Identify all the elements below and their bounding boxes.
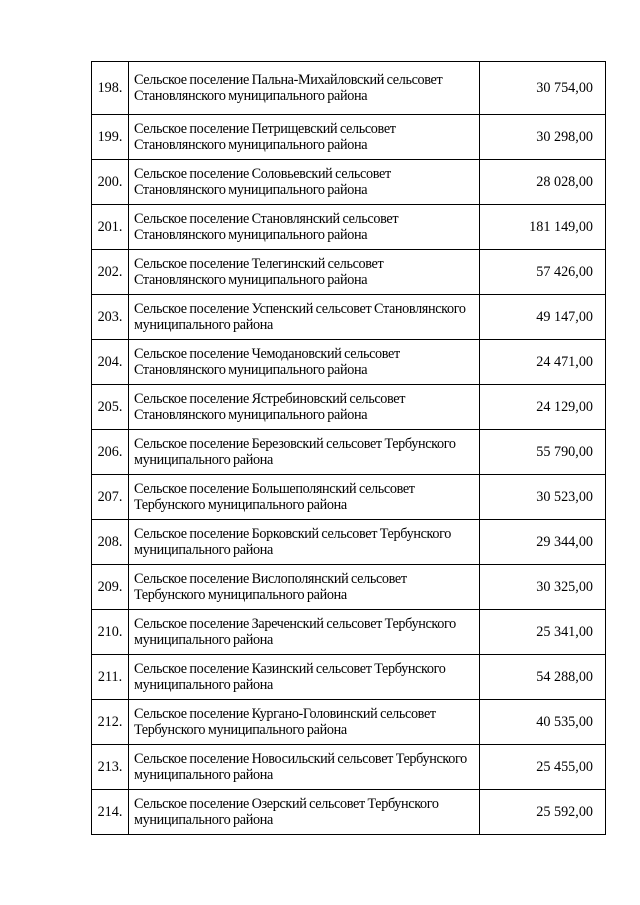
settlement-name-cell: Сельское поселение Петрищевский сельсовет Становлянского муниципального района	[129, 115, 480, 160]
amount-cell: 30 298,00	[480, 115, 606, 160]
table-row	[92, 115, 606, 160]
amount-cell: 24 471,00	[480, 340, 606, 385]
settlement-name-cell: Сельское поселение Березовский сельсовет Тербунского муниципального района	[129, 430, 480, 475]
amount-cell: 57 426,00	[480, 250, 606, 295]
settlement-name-cell: Сельское поселение Соловьевский сельсовет Становлянского муниципального района	[129, 160, 480, 205]
settlement-name-cell: Сельское поселение Пальна-Михайловский сельсовет Становлянского муниципального района	[129, 62, 480, 115]
row-number-cell: 201.	[92, 205, 129, 250]
row-number-cell: 209.	[92, 565, 129, 610]
amount-cell: 30 523,00	[480, 475, 606, 520]
amount-cell: 49 147,00	[480, 295, 606, 340]
row-number-cell: 204.	[92, 340, 129, 385]
amount-cell: 54 288,00	[480, 655, 606, 700]
amount-cell: 30 754,00	[480, 62, 606, 115]
table-row	[92, 565, 606, 610]
settlement-name-cell: Сельское поселение Успенский сельсовет Становлянского муниципального района	[129, 295, 480, 340]
table-row	[92, 385, 606, 430]
amount-cell: 24 129,00	[480, 385, 606, 430]
settlement-name-cell: Сельское поселение Ястребиновский сельсовет Становлянского муниципального района	[129, 385, 480, 430]
table-row	[92, 340, 606, 385]
row-number-cell: 205.	[92, 385, 129, 430]
row-number-cell: 206.	[92, 430, 129, 475]
row-number-cell: 199.	[92, 115, 129, 160]
row-number-cell: 208.	[92, 520, 129, 565]
table-row	[92, 430, 606, 475]
settlement-name-cell: Сельское поселение Озерский сельсовет Тербунского муниципального района	[129, 790, 480, 835]
table-row	[92, 250, 606, 295]
row-number-cell: 200.	[92, 160, 129, 205]
amount-cell: 181 149,00	[480, 205, 606, 250]
settlement-name-cell: Сельское поселение Казинский сельсовет Тербунского муниципального района	[129, 655, 480, 700]
amount-cell: 28 028,00	[480, 160, 606, 205]
table-row	[92, 295, 606, 340]
table-row	[92, 700, 606, 745]
row-number-cell: 210.	[92, 610, 129, 655]
amount-cell: 25 455,00	[480, 745, 606, 790]
amount-cell: 40 535,00	[480, 700, 606, 745]
settlement-name-cell: Сельское поселение Новосильский сельсовет Тербунского муниципального района	[129, 745, 480, 790]
settlement-name-cell: Сельское поселение Зареченский сельсовет Тербунского муниципального района	[129, 610, 480, 655]
table-row	[92, 610, 606, 655]
table-row	[92, 205, 606, 250]
table-row	[92, 475, 606, 520]
table-row	[92, 62, 606, 115]
amount-cell: 55 790,00	[480, 430, 606, 475]
row-number-cell: 207.	[92, 475, 129, 520]
row-number-cell: 214.	[92, 790, 129, 835]
table-row	[92, 745, 606, 790]
settlement-name-cell: Сельское поселение Телегинский сельсовет Становлянского муниципального района	[129, 250, 480, 295]
table-row	[92, 160, 606, 205]
table-row	[92, 520, 606, 565]
settlement-name-cell: Сельское поселение Вислополянский сельсовет Тербунского муниципального района	[129, 565, 480, 610]
row-number-cell: 203.	[92, 295, 129, 340]
row-number-cell: 202.	[92, 250, 129, 295]
amount-cell: 25 341,00	[480, 610, 606, 655]
table-row	[92, 655, 606, 700]
amount-cell: 29 344,00	[480, 520, 606, 565]
settlement-name-cell: Сельское поселение Кургано-Головинский сельсовет Тербунского муниципального района	[129, 700, 480, 745]
amount-cell: 30 325,00	[480, 565, 606, 610]
table-row	[92, 790, 606, 835]
settlement-name-cell: Сельское поселение Борковский сельсовет Тербунского муниципального района	[129, 520, 480, 565]
row-number-cell: 198.	[92, 62, 129, 115]
budget-allocation-table	[91, 61, 606, 835]
settlement-name-cell: Сельское поселение Становлянский сельсовет Становлянского муниципального района	[129, 205, 480, 250]
row-number-cell: 212.	[92, 700, 129, 745]
settlement-name-cell: Сельское поселение Чемодановский сельсовет Становлянского муниципального района	[129, 340, 480, 385]
table-body	[92, 62, 606, 835]
row-number-cell: 211.	[92, 655, 129, 700]
row-number-cell: 213.	[92, 745, 129, 790]
amount-cell: 25 592,00	[480, 790, 606, 835]
settlement-name-cell: Сельское поселение Большеполянский сельсовет Тербунского муниципального района	[129, 475, 480, 520]
